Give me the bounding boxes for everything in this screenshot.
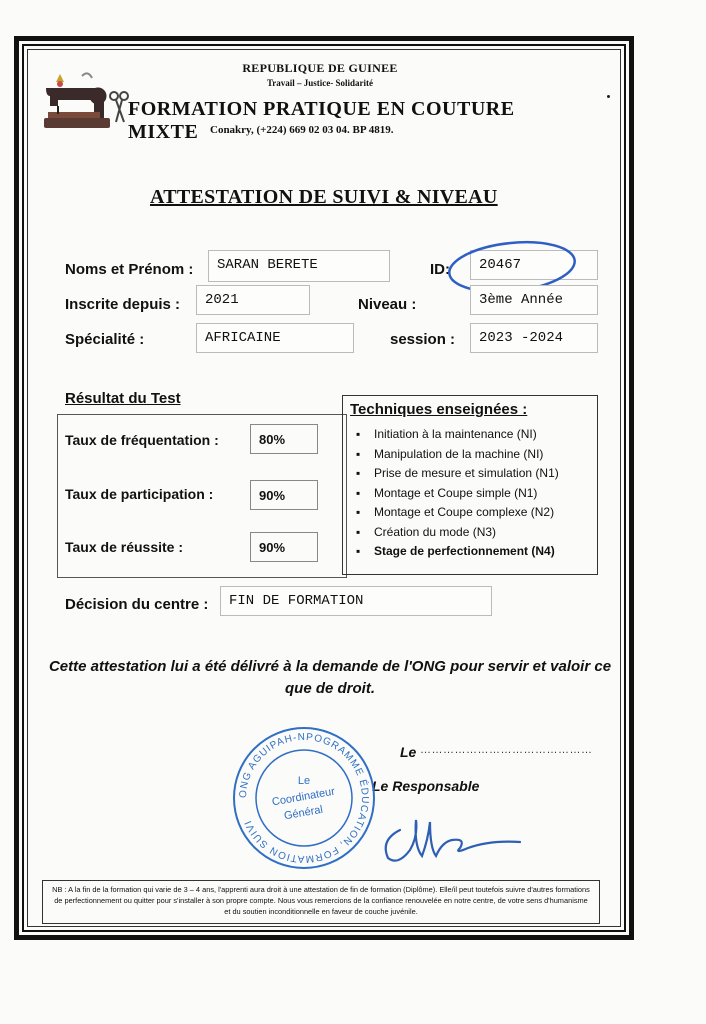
- decision-label: Décision du centre :: [65, 596, 209, 613]
- resultat-title: Résultat du Test: [65, 390, 181, 407]
- participation-value: 90%: [250, 480, 318, 510]
- list-item: ▪ Initiation à la maintenance (NI): [356, 425, 559, 445]
- decision-field: FIN DE FORMATION: [220, 586, 492, 616]
- list-item: ▪ Montage et Coupe simple (N1): [356, 484, 559, 504]
- stamp-center-line2: Coordinateur: [271, 785, 336, 809]
- stamp-center-line1: Le: [297, 775, 311, 787]
- inscrite-field: 2021: [196, 285, 310, 315]
- reussite-value: 90%: [250, 532, 318, 562]
- participation-label: Taux de participation :: [65, 486, 214, 502]
- list-item: ▪ Manipulation de la machine (NI): [356, 445, 559, 465]
- official-stamp: [230, 724, 378, 872]
- frequentation-value: 80%: [250, 424, 318, 454]
- dot-mark: [607, 95, 610, 98]
- stamp-center-line3: Général: [283, 803, 324, 823]
- stamp-ring-text: ONG AGUIPAH-NPOGRAMME ÉDUCATION, FORMATION SUIVI: [237, 731, 371, 865]
- le-label: Le: [400, 744, 417, 760]
- id-label: ID:: [430, 261, 450, 278]
- id-field: 20467: [470, 250, 598, 280]
- header-republique: REPUBLIQUE DE GUINEE: [242, 61, 398, 75]
- attestation-statement: Cette attestation lui a été délivré à la demande de l'ONG pour servir et valoir ce que de droit.: [48, 658, 612, 697]
- header-title: FORMATION PRATIQUE EN COUTURE MIXTE: [128, 98, 515, 143]
- reussite-label: Taux de réussite :: [65, 539, 184, 555]
- handwritten-signature: [370, 800, 540, 870]
- list-item: ▪ Montage et Coupe complexe (N2): [356, 503, 559, 523]
- techniques-list: [356, 425, 559, 562]
- responsable-label: Le Responsable: [372, 778, 480, 794]
- nb-footnote: NB : A la fin de la formation qui varie de 3 – 4 ans, l'apprenti aura droit à une attestation de fin de formation (Diplôme). Elle/il peut toutefois suivre d'autres formations de perfectionnement ou quitter pour s'installer à son propre compte. Nous vous remercions de la confiance renouvelée en notre centre, de votre sens d'humanisme et du soutien inconditionnelle en faveur de couche juvénile.: [42, 880, 600, 924]
- list-item: ▪ Stage de perfectionnement (N4): [356, 542, 559, 562]
- header-motto: Travail – Justice- Solidarité: [266, 78, 374, 88]
- list-item: ▪ Prise de mesure et simulation (N1): [356, 464, 559, 484]
- document-title: ATTESTATION DE SUIVI & NIVEAU: [150, 186, 498, 208]
- niveau-label: Niveau :: [358, 296, 417, 313]
- date-line: ………………………………………: [420, 744, 593, 756]
- nom-field: SARAN BERETE: [208, 250, 390, 282]
- header-address: Conakry, (+224) 669 02 03 04. BP 4819.: [210, 124, 394, 136]
- session-field: 2023 -2024: [470, 323, 598, 353]
- specialite-label: Spécialité :: [65, 331, 145, 348]
- specialite-field: AFRICAINE: [196, 323, 354, 353]
- niveau-field: 3ème Année: [470, 285, 598, 315]
- nom-label: Noms et Prénom :: [65, 261, 194, 278]
- session-label: session :: [390, 331, 456, 348]
- sewing-machine-logo: [38, 66, 130, 138]
- inscrite-label: Inscrite depuis :: [65, 296, 181, 313]
- frequentation-label: Taux de fréquentation :: [65, 432, 219, 448]
- list-item: ▪ Création du mode (N3): [356, 523, 559, 543]
- techniques-title: Techniques enseignées :: [350, 401, 528, 418]
